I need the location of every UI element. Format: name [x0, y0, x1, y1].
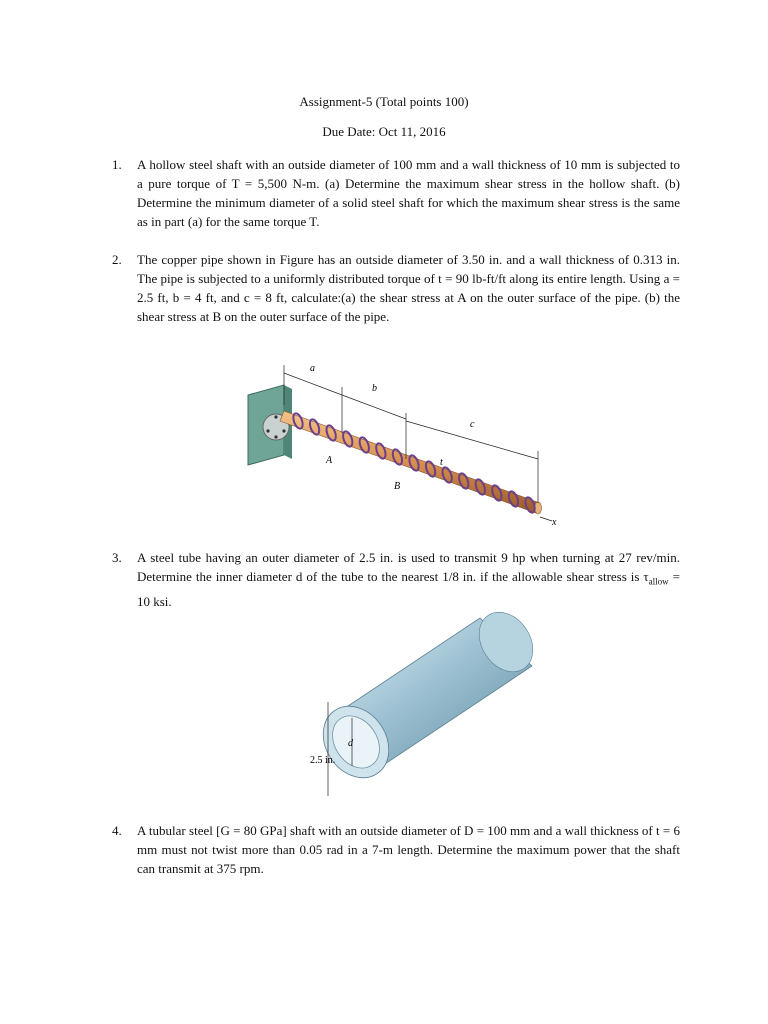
label-a: a	[310, 363, 315, 374]
question-2	[112, 250, 680, 326]
question-text: A steel tube having an outer diameter of 2.5 in. is used to transmit 9 hp when turning at 27 rev/min. Determine the inner diameter d of the tube to the nearest 1/8 in. if the allowable shear stress is $\tau_{allow} = 10$ ksi.	[137, 550, 680, 609]
pipe-torque-figure	[240, 355, 570, 535]
label-B: B	[394, 481, 401, 492]
question-1	[112, 155, 680, 231]
label-t: t	[440, 457, 443, 468]
due-date: Due Date: Oct 11, 2016	[322, 124, 446, 139]
question-number: 1.	[112, 157, 122, 172]
question-number: 4.	[112, 823, 122, 838]
question-4	[112, 821, 680, 878]
question-text: A tubular steel [G = 80 GPa] shaft with an outside diameter of D = 100 mm and a wall thickness of t = 6 mm must not twist more than 0.05 rad in a 7-m length. Determine the maximum power that the shaft can transmit at 375 rpm.	[137, 823, 680, 876]
question-number: 2.	[112, 252, 122, 267]
question-text: The copper pipe shown in Figure has an outside diameter of 3.50 in. and a wall thickness of 0.313 in. The pipe is subjected to a uniformly distributed torque of t = 90 lb-ft/ft along its entire length. Using a = 2.5 ft, b = 4 ft, and c = 8 ft, calculate:(a) the shear stress at A on the outer surface of the pipe. (b) the shear stress at B on the outer surface of the pipe.	[137, 252, 680, 324]
outer-diameter-label: 2.5 in.	[310, 755, 336, 766]
question-text: A hollow steel shaft with an outside diameter of 100 mm and a wall thickness of 10 mm is subjected to a pure torque of T = 5,500 N-m. (a) Determine the maximum shear stress in the hollow shaft. (b) Determine the minimum diameter of a solid steel shaft for which the maximum shear stress is the same as in part (a) for the same torque T.	[137, 157, 680, 229]
assignment-title: Assignment-5 (Total points 100)	[299, 94, 469, 109]
label-b: b	[372, 383, 377, 394]
question-3	[112, 548, 680, 611]
label-x: x	[552, 517, 557, 528]
tube-body	[310, 610, 540, 790]
label-A: A	[326, 455, 333, 466]
steel-tube-figure	[300, 610, 540, 810]
question-number: 3.	[112, 550, 122, 565]
label-c: c	[470, 419, 475, 430]
wall-support	[248, 385, 292, 465]
inner-diameter-label: d	[348, 738, 353, 749]
